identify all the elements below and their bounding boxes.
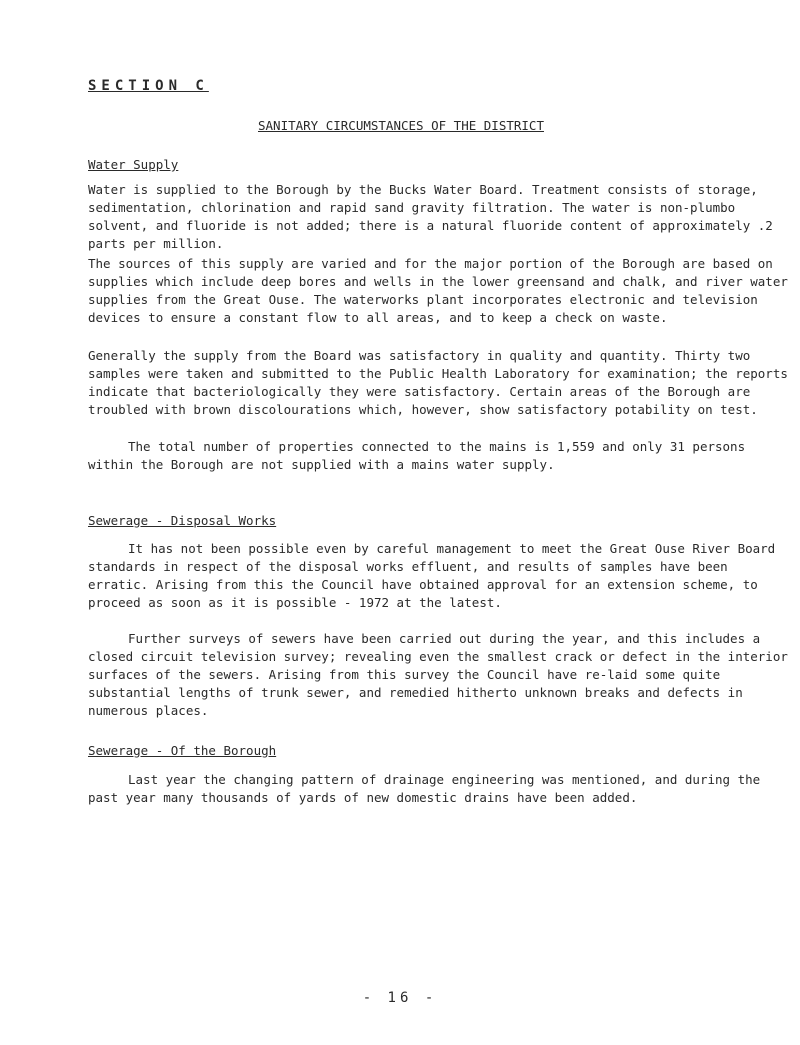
water-supply-heading: Water Supply [88, 157, 179, 172]
water-supply-paragraph-3: Generally the supply from the Board was satisfactory in quality and quantity. Thirty two samples were taken and submitted to the Public Health Laboratory for examination; the reports indicate that bacteriologically they were satisfactory. Certain areas of the Borough are troubled with brown discolourations which, however, show satisfactory potability on test. [88, 348, 788, 417]
sewerage-disposal-paragraph-1: It has not been possible even by careful management to meet the Great Ouse River Board standards in respect of the disposal works effluent, and results of samples have been erratic. Arising from this the Council have obtained approval for an extension scheme, to proceed as soon as it is possible - 1972 at the latest. [88, 541, 776, 610]
sewerage-borough-paragraph-1: Last year the changing pattern of drainage engineering was mentioned, and during the past year many thousands of yards of new domestic drains have been added. [88, 772, 761, 805]
sewerage-borough-heading: Sewerage - Of the Borough [88, 743, 277, 758]
page-number: - 16 - [362, 990, 438, 1006]
sewerage-disposal-heading: Sewerage - Disposal Works [88, 513, 277, 528]
section-label: SECTION C [88, 78, 209, 94]
page-heading: SANITARY CIRCUMSTANCES OF THE DISTRICT [258, 118, 544, 133]
water-supply-paragraph-1: Water is supplied to the Borough by the Bucks Water Board. Treatment consists of storage, sedimentation, chlorination and rapid sand gravity filtration. The water is non-plumbo solvent, and fluoride is not added; there is a natural fluoride content of approximately .2 parts per million. [88, 182, 773, 251]
water-supply-paragraph-2: The sources of this supply are varied and for the major portion of the Borough are based on supplies which include deep bores and wells in the lower greensand and chalk, and river water supplies from the Great Ouse. The waterworks plant incorporates electronic and television devices to ensure a constant flow to all areas, and to keep a check on waste. [88, 256, 788, 325]
water-supply-paragraph-4: The total number of properties connected to the mains is 1,559 and only 31 persons within the Borough are not supplied with a mains water supply. [88, 439, 746, 472]
sewerage-disposal-paragraph-2: Further surveys of sewers have been carried out during the year, and this includes a closed circuit television survey; revealing even the smallest crack or defect in the interior surfaces of the sewers. Arising from this survey the Council have re-laid some quite substantial lengths of trunk sewer, and remedied hitherto unknown breaks and defects in numerous places. [88, 631, 788, 718]
